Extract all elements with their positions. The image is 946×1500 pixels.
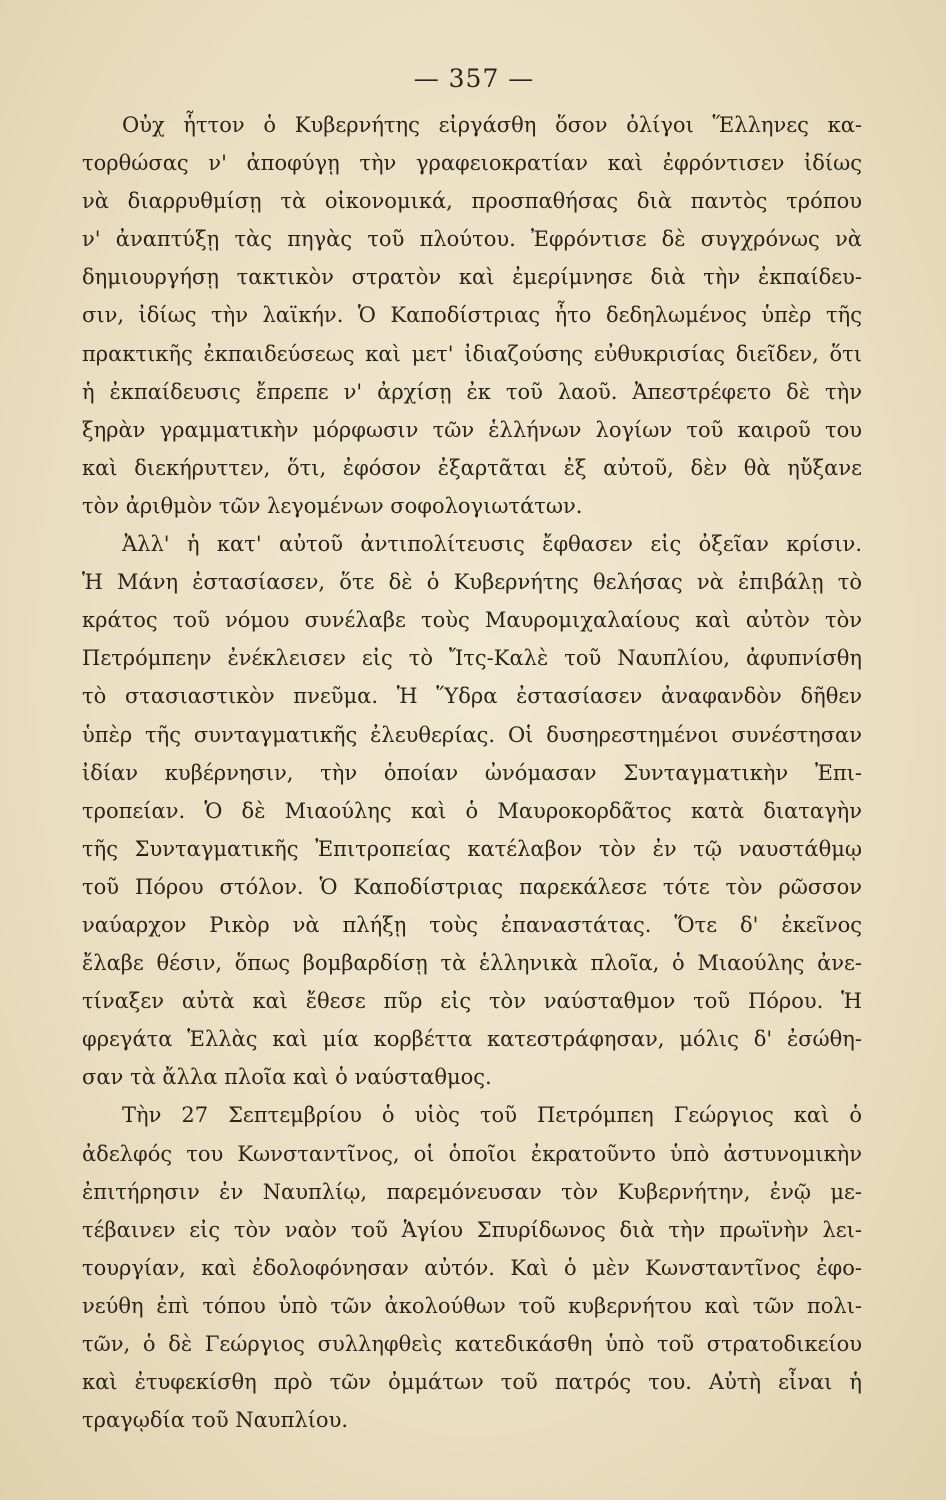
text-line: ἐπιτήρησιν ἐν Ναυπλίῳ, παρεμόνευσαν τὸν Κυβερνήτην, ἐνῷ με- <box>82 1179 862 1204</box>
text-line: Οὐχ ἧττον ὁ Κυβερνήτης εἰργάσθη ὅσον ὀλίγοι Ἕλληνες κα- <box>122 113 862 137</box>
text-line: νὰ διαρρυθμίσῃ τὰ οἰκονομικά, προσπαθήσας διὰ παντὸς τρόπου <box>82 189 862 214</box>
text-line: τὸ στασιαστικὸν πνεῦμα. Ἡ Ὕδρα ἐστασίασεν ἀναφανδὸν δῆθεν <box>82 684 862 709</box>
text-line: ἀδελφός του Κωνσταντῖνος, οἱ ὁποῖοι ἐκρατοῦντο ὑπὸ ἀστυνομικὴν <box>82 1141 862 1166</box>
text-line: ξηρὰν γραμματικὴν μόρφωσιν τῶν ἑλλήνων λογίων τοῦ καιροῦ του <box>82 417 862 442</box>
text-line: τοῦ Πόρου στόλον. Ὁ Καποδίστριας παρεκάλεσε τότε τὸν ρῶσσον <box>82 874 862 899</box>
paragraph-1 <box>82 106 862 525</box>
text-line: καὶ ἐτυφεκίσθη πρὸ τῶν ὀμμάτων τοῦ πατρός του. Αὐτὴ εἶναι ἡ <box>82 1370 862 1395</box>
text-line: Τὴν 27 Σεπτεμβρίου ὁ υἱὸς τοῦ Πετρόμπεη Γεώργιος καὶ ὁ <box>122 1103 862 1128</box>
text-block <box>82 62 862 1439</box>
text-line: ν' ἀναπτύξῃ τὰς πηγὰς τοῦ πλούτου. Ἐφρόντισε δὲ συγχρόνως νὰ <box>82 227 862 252</box>
text-line: πρακτικῆς ἐκπαιδεύσεως καὶ μετ' ἰδιαζούσης εὐθυκρισίας διεῖδεν, ὅτι <box>82 341 862 366</box>
text-line: ναύαρχον Ρικὸρ νὰ πλήξῃ τοὺς ἐπαναστάτας. Ὅτε δ' ἐκεῖνος <box>82 912 862 937</box>
text-line: τραγῳδία τοῦ Ναυπλίου. <box>82 1408 349 1433</box>
text-line: δημιουργήσῃ τακτικὸν στρατὸν καὶ ἐμερίμνησε διὰ τὴν ἐκπαίδευ- <box>82 265 862 290</box>
text-line: τῶν, ὁ δὲ Γεώργιος συλληφθεὶς κατεδικάσθη ὑπὸ τοῦ στρατοδικείου <box>82 1332 862 1356</box>
text-line: Πετρόμπεην ἐνέκλεισεν εἰς τὸ Ἴτς-Καλὲ τοῦ Ναυπλίου, ἀφυπνίσθη <box>82 646 862 671</box>
text-line: Ἡ Μάνη ἐστασίασεν, ὅτε δὲ ὁ Κυβερνήτης θελήσας νὰ ἐπιβάλῃ τὸ <box>82 570 862 595</box>
text-line: τῆς Συνταγματικῆς Ἐπιτροπείας κατέλαβον τὸν ἐν τῷ ναυστάθμῳ <box>82 836 862 861</box>
text-line: τὸν ἀριθμὸν τῶν λεγομένων σοφολογιωτάτων. <box>82 493 583 518</box>
text-line: ἰδίαν κυβέρνησιν, τὴν ὁποίαν ὠνόμασαν Συνταγματικὴν Ἐπι- <box>82 760 862 785</box>
text-line: νεύθη ἐπὶ τόπου ὑπὸ τῶν ἀκολούθων τοῦ κυβερνήτου καὶ τῶν πολι- <box>82 1293 862 1318</box>
text-line: κράτος τοῦ νόμου συνέλαβε τοὺς Μαυρομιχαλαίους καὶ αὐτὸν τὸν <box>82 608 862 633</box>
text-line: φρεγάτα Ἑλλὰς καὶ μία κορβέττα κατεστράφησαν, μόλις δ' ἐσώθη- <box>82 1027 862 1052</box>
paragraph-2 <box>82 525 862 1096</box>
page-number: — 357 — <box>413 64 535 93</box>
text-line: ἔλαβε θέσιν, ὅπως βομβαρδίσῃ τὰ ἑλληνικὰ πλοῖα, ὁ Μιαούλης ἀνε- <box>82 951 862 976</box>
text-line: σαν τὰ ἄλλα πλοῖα καὶ ὁ ναύσταθμος. <box>82 1065 492 1090</box>
paragraph-3 <box>82 1096 862 1439</box>
text-line: ὑπὲρ τῆς συνταγματικῆς ἐλευθερίας. Οἱ δυσηρεστημένοι συνέστησαν <box>82 722 862 747</box>
text-line: τέβαινεν εἰς τὸν ναὸν τοῦ Ἁγίου Σπυρίδωνος διὰ τὴν πρωϊνὴν λει- <box>82 1217 862 1242</box>
text-line: Ἀλλ' ἡ κατ' αὐτοῦ ἀντιπολίτευσις ἔφθασεν εἰς ὀξεῖαν κρίσιν. <box>122 532 862 557</box>
text-line: τίναξεν αὐτὰ καὶ ἔθεσε πῦρ εἰς τὸν ναύσταθμον τοῦ Πόρου. Ἡ <box>82 989 862 1014</box>
text-line: ἡ ἐκπαίδευσις ἔπρεπε ν' ἀρχίσῃ ἐκ τοῦ λαοῦ. Ἀπεστρέφετο δὲ τὴν <box>82 379 862 404</box>
text-line: τορθώσας ν' ἀποφύγῃ τὴν γραφειοκρατίαν καὶ ἐφρόντισεν ἰδίως <box>82 151 862 176</box>
text-line: τουργίαν, καὶ ἐδολοφόνησαν αὐτόν. Καὶ ὁ μὲν Κωνσταντῖνος ἐφο- <box>82 1255 862 1280</box>
text-line: καὶ διεκήρυττεν, ὅτι, ἐφόσον ἐξαρτᾶται ἐξ αὐτοῦ, δὲν θὰ ηὔξανε <box>82 455 862 480</box>
text-line: τροπείαν. Ὁ δὲ Μιαούλης καὶ ὁ Μαυροκορδᾶτος κατὰ διαταγὴν <box>82 798 862 823</box>
text-line: σιν, ἰδίως τὴν λαϊκήν. Ὁ Καποδίστριας ἦτο δεδηλωμένος ὑπὲρ τῆς <box>82 303 862 328</box>
